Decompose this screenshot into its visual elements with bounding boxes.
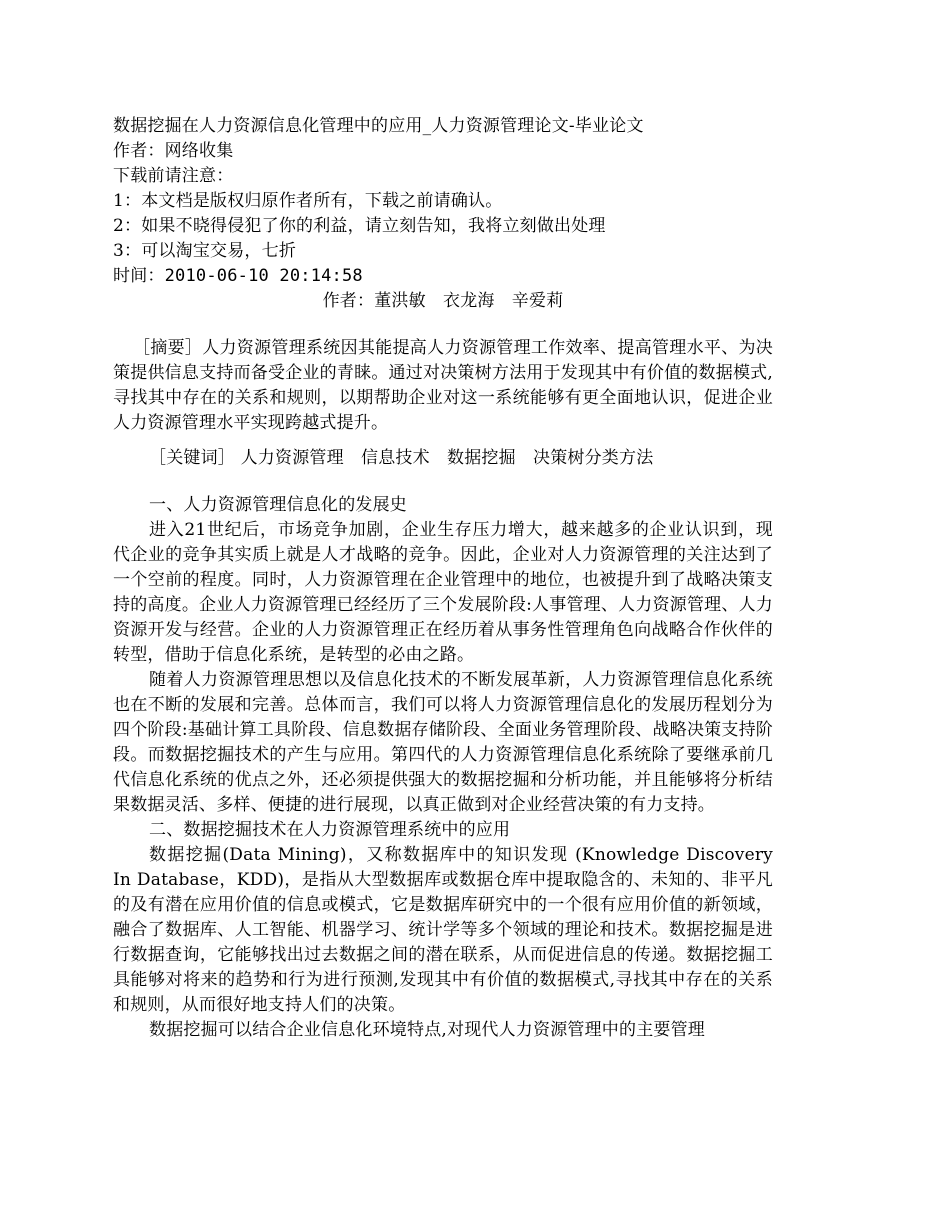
notice-item-2: 2：如果不晓得侵犯了你的利益，请立刻告知，我将立刻做出处理 — [113, 216, 606, 236]
article-byline: 作者：董洪敏 衣龙海 辛爱莉 — [322, 291, 564, 311]
document-body — [113, 114, 773, 1043]
source-author-line: 作者：网络收集 — [113, 141, 234, 161]
section-heading-2: 二、数据挖掘技术在人力资源管理系统中的应用 — [149, 820, 511, 840]
section-1-paragraph-1: 进入21世纪后，市场竞争加剧，企业生存压力增大，越来越多的企业认识到，现代企业的竞争其实质上就是人才战略的竞争。因此，企业对人力资源管理的关注达到了一个空前的程度。同时，人力资源管理在企业管理中的地位，也被提升到了战略决策支持的高度。企业人力资源管理已经经历了三个发展阶段:人事管理、人力资源管理、人力资源开发与经营。企业的人力资源管理正在经历着从事务性管理角色向战略合作伙伴的转型，借助于信息化系统，是转型的必由之路。 — [113, 520, 773, 665]
section-2-paragraph-2: 数据挖掘可以结合企业信息化环境特点,对现代人力资源管理中的主要管理 — [149, 1020, 706, 1040]
keywords-line: ［关键词］ 人力资源管理 信息技术 数据挖掘 决策树分类方法 — [149, 448, 654, 468]
abstract-paragraph: ［摘要］人力资源管理系统因其能提高人力资源管理工作效率、提高管理水平、为决策提供信息支持而备受企业的青睐。通过对决策树方法用于发现其中有价值的数据模式,寻找其中存在的关系和规则，以期帮助企业对这一系统能够有更全面地认识，促进企业人力资源管理水平实现跨越式提升。 — [113, 338, 773, 433]
notice-item-1: 1：本文档是版权归原作者所有，下载之前请确认。 — [113, 191, 503, 211]
publish-time: 时间：2010-06-10 20:14:58 — [113, 266, 363, 286]
section-2-paragraph-1: 数据挖掘(Data Mining)，又称数据库中的知识发现 (Knowledge Discovery In Database，KDD)，是指从大型数据库或数据仓库中提取隐含的、未知的、非平凡的及有潜在应用价值的信息或模式，它是数据库研究中的一个很有应用价值的新领域，融合了数据库、人工智能、机器学习、统计学等多个领域的理论和技术。数据挖掘是进行数据查询，它能够找出过去数据之间的潜在联系，从而促进信息的传递。数据挖掘工具能够对将来的趋势和行为进行预测,发现其中有价值的数据模式,寻找其中存在的关系和规则，从而很好地支持人们的决策。 — [113, 845, 773, 1015]
section-1-paragraph-2: 随着人力资源管理思想以及信息化技术的不断发展革新，人力资源管理信息化系统也在不断的发展和完善。总体而言，我们可以将人力资源管理信息化的发展历程划分为四个阶段:基础计算工具阶段、信息数据存储阶段、全面业务管理阶段、战略决策支持阶段。而数据挖掘技术的产生与应用。第四代的人力资源管理信息化系统除了要继承前几代信息化系统的优点之外，还必须提供强大的数据挖掘和分析功能，并且能够将分析结果数据灵活、多样、便捷的进行展现，以真正做到对企业经营决策的有力支持。 — [113, 670, 773, 815]
notice-item-3: 3：可以淘宝交易，七折 — [113, 241, 297, 261]
notice-header: 下载前请注意： — [113, 166, 234, 186]
section-heading-1: 一、人力资源管理信息化的发展史 — [149, 495, 407, 515]
document-title: 数据挖掘在人力资源信息化管理中的应用_人力资源管理论文-毕业论文 — [113, 116, 644, 136]
